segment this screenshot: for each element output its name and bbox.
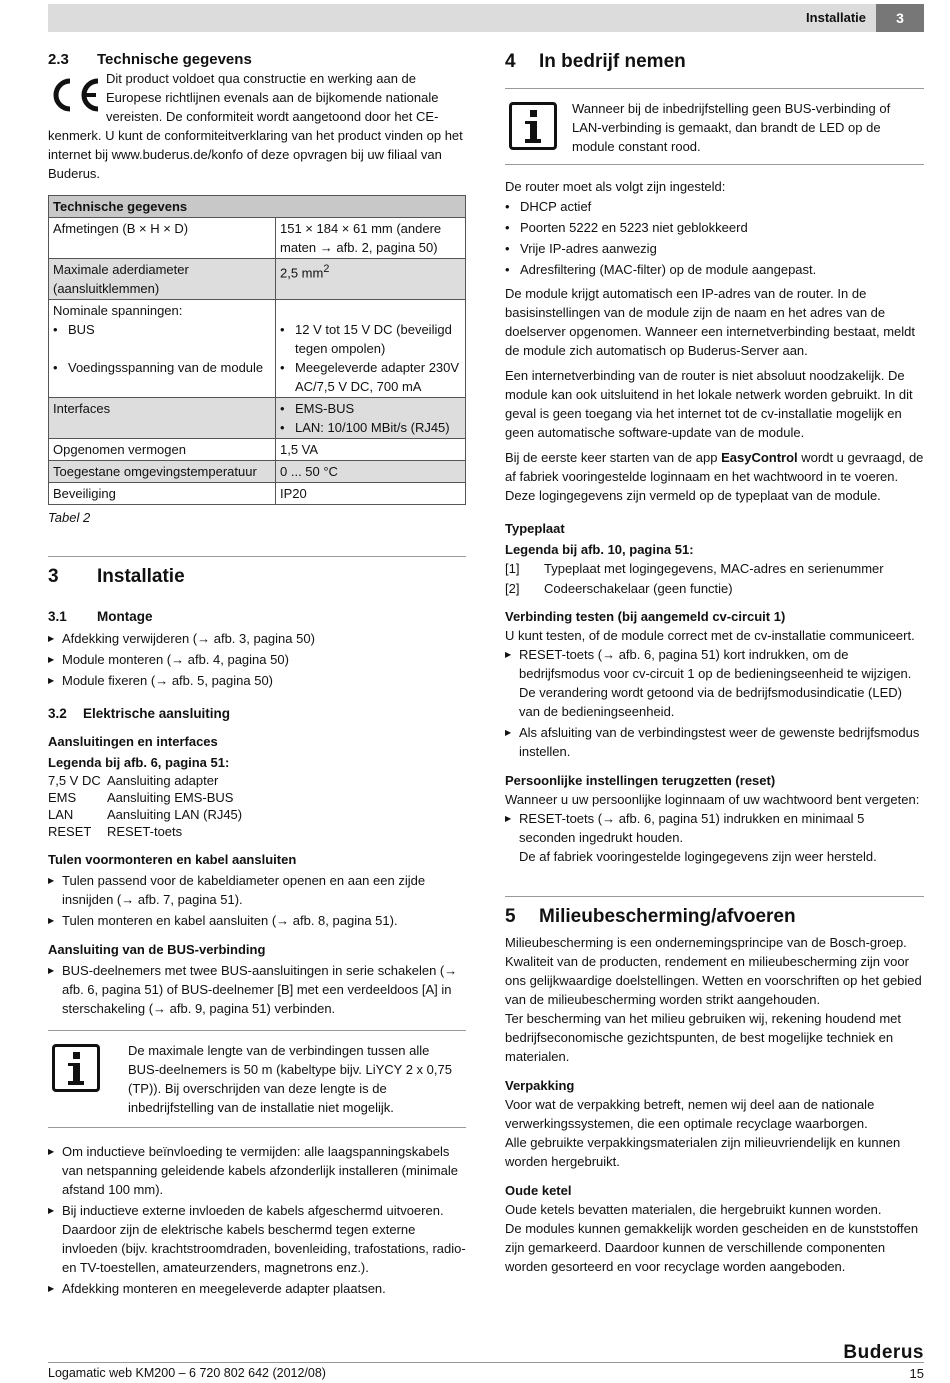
section-4-heading [505,50,924,74]
paragraph: Voor wat de verpakking betreft, nemen wij deel aan de nationale verwerkingssystemen, die een optimale recyclage waarborgen. [505,1097,875,1131]
section-3-2-heading [48,704,466,724]
section-title: Milieubescherming/afvoeren [539,906,796,927]
tech-data-table [48,195,466,505]
table-header: Technische gegevens [49,196,466,218]
ce-intro-rest: kenmerk. U kunt de conformiteitverklaring van het product vinden op het internet bij www.buderus.de/konfo of deze opvragen bij uw filiaal van Buderus. [48,128,463,181]
list-item: • DHCP actief [505,196,924,217]
section-title: Installatie [97,566,185,587]
list-item-result: De verandering wordt getoond via de bedrijfsmodusindicatie (LED) van de bedieningseenheid. [519,685,902,719]
text: Bij de eerste keer starten van de app [505,450,722,465]
label-text: Nominale spanningen: [53,303,183,318]
section-number: 3.2 [48,706,67,721]
divider [505,896,924,897]
voltage-bus-value: • 12 V tot 15 V DC (beveiligd tegen ompolen) [280,320,461,358]
list-item [48,806,466,823]
value-text: 2,5 mm [280,265,324,281]
row-label [49,300,276,398]
connections-heading: Aansluitingen en interfaces [48,734,218,749]
section-3-1-heading [48,607,466,627]
header-chapter-number: 3 [876,4,924,32]
list-item: ▶ Module monteren (→ afb. 4, pagina 50) [48,650,466,669]
list-item [505,579,924,599]
test-steps [505,645,924,761]
list-item: ▶ Als afsluiting van de verbindingstest weer de gewenste bedrijfsmodus instellen. [505,723,924,761]
section-number: 5 [505,906,516,927]
tulen-steps [48,871,466,930]
row-value [276,300,466,398]
row-label: Beveiliging [49,483,276,505]
paragraph: Oude ketels bevatten materialen, die hergebruikt kunnen worden. [505,1202,882,1217]
connections-legend: Legenda bij afb. 6, pagina 51: [48,755,230,770]
legend-key: 7,5 V DC [48,773,101,788]
list-item: ▶ Module fixeren (→ afb. 5, pagina 50) [48,671,466,690]
bus-note-box [48,1030,466,1128]
section-number: 4 [505,51,516,72]
list-item: ▶ RESET-toets (→ afb. 6, pagina 51) indrukken en minimaal 5 seconden ingedrukt houden. [505,809,924,847]
list-item: • Adresfiltering (MAC-filter) op de module aangepast. [505,259,924,280]
list-item: ▶ Tulen monteren en kabel aansluiten (→ afb. 8, pagina 51). [48,911,466,930]
final-steps [48,1142,466,1298]
list-item: ▶ Afdekking verwijderen (→ afb. 3, pagina 50) [48,629,466,648]
table-row [49,461,466,483]
legend-value: Aansluiting LAN (RJ45) [107,807,243,822]
section-5-heading [505,905,924,929]
row-label: Maximale aderdiameter (aansluitklemmen) [49,259,276,300]
header-section-title: Installatie [806,10,866,25]
section-number: 2.3 [48,51,69,68]
legend-value: Codeerschakelaar (geen functie) [544,581,733,596]
buderus-logo: Buderus [843,1342,924,1363]
row-label: Opgenomen vermogen [49,439,276,461]
info-icon [52,1044,100,1092]
list-item: • Poorten 5222 en 5223 niet geblokkeerd [505,217,924,238]
interface-item: • EMS-BUS [280,399,461,418]
commissioning-note-text: Wanneer bij de inbedrijfstelling geen BUS-verbinding of LAN-verbinding is gemaakt, dan brandt de LED op de module constant rood. [572,101,891,154]
reset-heading: Persoonlijke instellingen terugzetten (reset) [505,773,776,788]
row-value: IP20 [276,483,466,505]
footer-document-id: Logamatic web KM200 – 6 720 802 642 (2012/08) [48,1366,326,1380]
router-settings-list [505,196,924,280]
list-item: ▶ Bij inductieve externe invloeden de kabels afgeschermd uitvoeren. Daardoor zijn de elektrische kabels beschermd tegen externe invloeden (bijv. krachtstroomdraden, bovenleiding, trafostations, radio- en TV-toestellen, amateurzenders, magnetrons enz.). [48,1201,466,1277]
legend-key: [2] [505,581,520,596]
table-row [49,218,466,259]
bus-heading: Aansluiting van de BUS-verbinding [48,942,266,957]
list-item [505,559,924,579]
commissioning-note-box [505,88,924,165]
table-row [49,483,466,505]
value-superscript: 2 [323,263,330,275]
paragraph: Een internetverbinding van de router is niet absoluut noodzakelijk. De module kan ook uitsluitend in het lokale netwerk worden gebruikt. In dit geval is geen toegang via het internet tot de cv-installatie mogelijk en geen automatische software-update van de module. [505,368,913,440]
row-value: 0 ... 50 °C [276,461,466,483]
test-intro: U kunt testen, of de module correct met de cv-installatie communiceert. [505,628,915,643]
row-value [276,259,466,300]
header-bar [48,4,924,32]
section-2-3-heading [48,50,466,69]
list-item: • Vrije IP-adres aanwezig [505,238,924,259]
row-label: Afmetingen (B × H × D) [49,218,276,259]
legend-value: RESET-toets [107,824,183,839]
table-row [49,439,466,461]
voltage-bus: • BUS [53,320,271,339]
divider [48,556,466,557]
reset-steps [505,809,924,866]
footer-divider [48,1362,924,1363]
section-number: 3.1 [48,609,67,624]
interface-item: • LAN: 10/100 MBit/s (RJ45) [280,418,461,437]
section-title: Elektrische aansluiting [83,706,231,721]
voltage-supply-value: • Meegeleverde adapter 230V AC/7,5 V DC, 700 mA [280,358,461,396]
left-column [48,50,466,1298]
typeplate-legend: Legenda bij afb. 10, pagina 51: [505,542,694,557]
legend-value: Aansluiting adapter [107,773,219,788]
legend-key: LAN [48,807,74,822]
legend-value: Typeplaat met logingegevens, MAC-adres en serienummer [544,561,884,576]
typeplate-heading: Typeplaat [505,521,565,536]
legend-key: [1] [505,561,520,576]
list-item: ▶ Om inductieve beïnvloeding te vermijden: alle laagspanningskabels van netspanning geleidende kabels afzonderlijk installeren (minimale afstand 100 mm). [48,1142,466,1199]
row-value: 1,5 VA [276,439,466,461]
section-title: Montage [97,609,153,624]
paragraph [505,448,924,505]
legend-key: RESET [48,824,92,839]
legend-value: Aansluiting EMS-BUS [107,790,234,805]
table-caption: Tabel 2 [48,510,91,525]
text: wordt u gevraagd, de af fabriek vooringestelde loginnaam en het wachtwoord in te voeren. Deze logingegevens zijn vermeld op de typeplaat van de module. [505,450,924,503]
legend-key: EMS [48,790,77,805]
page-number: 15 [909,1366,924,1381]
montage-steps [48,629,466,690]
list-item-result: De af fabriek vooringestelde logingegevens zijn weer hersteld. [519,849,877,864]
test-heading: Verbinding testen (bij aangemeld cv-circuit 1) [505,609,786,624]
paragraph: Ter bescherming van het milieu gebruiken wij, rekening houdend met bedrijfseconomische gezichtspunten, de best mogelijke techniek en materialen. [505,1011,901,1064]
list-item: ▶ Afdekking monteren en meegeleverde adapter plaatsen. [48,1279,466,1298]
paragraph: Alle gebruikte verpakkingsmaterialen zijn milieuvriendelijk en kunnen worden hergebruikt. [505,1135,901,1169]
app-name: EasyControl [721,450,798,465]
section-title: Technische gegevens [97,51,252,68]
ce-mark-icon [48,75,102,115]
info-icon [509,102,557,150]
packaging-heading: Verpakking [505,1078,575,1093]
list-item [48,823,466,840]
section-number: 3 [48,566,59,587]
row-value: 151 × 184 × 61 mm (andere maten → afb. 2, pagina 50) [276,218,466,259]
list-item: ▶ Tulen passend voor de kabeldiameter openen en aan een zijde insnijden (→ afb. 7, pagina 51). [48,871,466,909]
list-item [48,772,466,789]
row-label: Toegestane omgevingstemperatuur [49,461,276,483]
voltage-supply: • Voedingsspanning van de module [53,358,271,377]
reset-intro: Wanneer u uw persoonlijke loginnaam of uw wachtwoord bent vergeten: [505,792,920,807]
bus-note-text: De maximale lengte van de verbindingen tussen alle BUS-deelnemers is 50 m (kabeltype bijv. LiYCY 2 x 0,75 (TP)). Bij overschrijden van deze lengte is de inbedrijfstelling van de installatie niet mogelijk. [128,1043,452,1115]
router-intro: De router moet als volgt zijn ingesteld: [505,179,726,194]
list-item: ▶ BUS-deelnemers met twee BUS-aansluitingen in serie schakelen (→ afb. 6, pagina 51) of BUS-deelnemer [B] met een verdeeldoos [A] in sterschakeling (→ afb. 9, pagina 51) verbinden. [48,961,466,1018]
paragraph: De modules kunnen gemakkelijk worden gescheiden en de kunststoffen zijn gemarkeerd. Daardoor kunnen de verschillende componenten worden gesorteerd en voor recyclage worden aangeboden. [505,1221,919,1274]
tulen-heading: Tulen voormonteren en kabel aansluiten [48,852,297,867]
ce-paragraph [48,69,466,183]
table-row [49,259,466,300]
table-row [49,398,466,439]
connections-legend-list [48,772,466,840]
row-label: Interfaces [49,398,276,439]
ce-intro-text: Dit product voldoet qua constructie en werking aan de Europese richtlijnen evenals aan de bijkomende nationale vereisten. De conformiteit wordt aangetoond door het CE- [106,71,439,124]
section-3-heading [48,565,466,589]
list-item [48,789,466,806]
table-row [49,300,466,398]
row-value [276,398,466,439]
paragraph: Milieubescherming is een ondernemingsprincipe van de Bosch-groep. Kwaliteit van de producten, rendement en milieubescherming zijn voor ons gelijkwaardige doelstellingen. Wetten en voorschriften op het gebied van de milieubescherming worden strikt aangehouden. [505,935,922,1007]
list-item: ▶ RESET-toets (→ afb. 6, pagina 51) kort indrukken, om de bedrijfsmodus voor cv-circuit 1 op de bedieningseenheid te wijzigen. [505,645,924,683]
old-boiler-heading: Oude ketel [505,1183,572,1198]
right-column [505,50,924,1276]
section-title: In bedrijf nemen [539,51,686,72]
bus-steps [48,961,466,1018]
paragraph: De module krijgt automatisch een IP-adres van de router. In de basisinstellingen van de module zijn de naam en het adres van de doelserver opgenomen. Wanneer een internetverbinding bestaat, meldt de module zich automatisch op Buderus-Server aan. [505,286,915,358]
typeplate-legend-list [505,559,924,599]
